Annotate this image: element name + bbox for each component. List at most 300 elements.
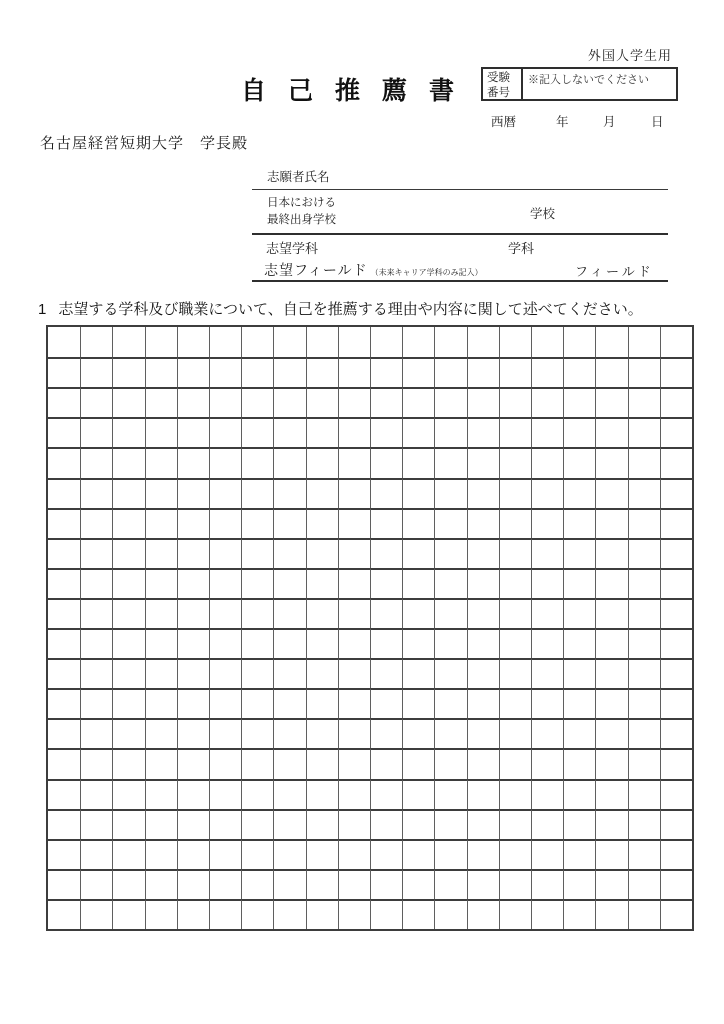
grid-cell[interactable] [338, 628, 370, 658]
grid-cell[interactable] [80, 538, 112, 568]
grid-cell[interactable] [112, 538, 144, 568]
grid-cell[interactable] [402, 508, 434, 538]
grid-cell[interactable] [595, 779, 627, 809]
grid-cell[interactable] [370, 628, 402, 658]
grid-cell[interactable] [273, 538, 305, 568]
grid-cell[interactable] [660, 899, 692, 929]
grid-cell[interactable] [177, 748, 209, 778]
grid-cell[interactable] [209, 809, 241, 839]
grid-cell[interactable] [338, 748, 370, 778]
grid-cell[interactable] [531, 628, 563, 658]
grid-cell[interactable] [273, 658, 305, 688]
grid-cell[interactable] [434, 538, 466, 568]
grid-cell[interactable] [628, 748, 660, 778]
grid-cell[interactable] [499, 899, 531, 929]
writing-grid[interactable] [46, 325, 694, 931]
grid-cell[interactable] [531, 598, 563, 628]
grid-cell[interactable] [531, 387, 563, 417]
grid-cell[interactable] [145, 899, 177, 929]
grid-cell[interactable] [595, 508, 627, 538]
grid-cell[interactable] [209, 387, 241, 417]
grid-cell[interactable] [80, 357, 112, 387]
grid-cell[interactable] [499, 508, 531, 538]
grid-cell[interactable] [595, 628, 627, 658]
grid-cell[interactable] [209, 899, 241, 929]
grid-cell[interactable] [595, 538, 627, 568]
grid-cell[interactable] [660, 809, 692, 839]
grid-cell[interactable] [112, 508, 144, 538]
grid-cell[interactable] [338, 688, 370, 718]
grid-cell[interactable] [80, 598, 112, 628]
grid-cell[interactable] [306, 809, 338, 839]
grid-cell[interactable] [660, 447, 692, 477]
grid-cell[interactable] [241, 327, 273, 357]
grid-cell[interactable] [338, 387, 370, 417]
grid-cell[interactable] [80, 779, 112, 809]
grid-cell[interactable] [80, 508, 112, 538]
grid-cell[interactable] [402, 839, 434, 869]
grid-cell[interactable] [112, 658, 144, 688]
grid-cell[interactable] [306, 779, 338, 809]
grid-cell[interactable] [370, 478, 402, 508]
grid-cell[interactable] [209, 779, 241, 809]
grid-cell[interactable] [434, 447, 466, 477]
grid-cell[interactable] [273, 387, 305, 417]
grid-cell[interactable] [563, 839, 595, 869]
grid-cell[interactable] [499, 598, 531, 628]
grid-cell[interactable] [209, 598, 241, 628]
grid-cell[interactable] [80, 869, 112, 899]
grid-cell[interactable] [531, 417, 563, 447]
grid-cell[interactable] [112, 899, 144, 929]
grid-cell[interactable] [273, 748, 305, 778]
grid-cell[interactable] [531, 658, 563, 688]
grid-cell[interactable] [273, 628, 305, 658]
grid-cell[interactable] [112, 327, 144, 357]
grid-cell[interactable] [209, 538, 241, 568]
grid-cell[interactable] [273, 839, 305, 869]
grid-cell[interactable] [467, 538, 499, 568]
grid-cell[interactable] [434, 508, 466, 538]
grid-cell[interactable] [660, 538, 692, 568]
grid-cell[interactable] [338, 658, 370, 688]
grid-cell[interactable] [241, 628, 273, 658]
grid-cell[interactable] [112, 628, 144, 658]
grid-cell[interactable] [370, 688, 402, 718]
grid-cell[interactable] [402, 327, 434, 357]
grid-cell[interactable] [595, 688, 627, 718]
grid-cell[interactable] [660, 839, 692, 869]
grid-cell[interactable] [145, 478, 177, 508]
grid-cell[interactable] [273, 478, 305, 508]
grid-cell[interactable] [628, 809, 660, 839]
grid-cell[interactable] [563, 508, 595, 538]
grid-cell[interactable] [273, 568, 305, 598]
grid-cell[interactable] [241, 447, 273, 477]
grid-cell[interactable] [80, 478, 112, 508]
grid-cell[interactable] [467, 508, 499, 538]
grid-cell[interactable] [177, 538, 209, 568]
grid-cell[interactable] [499, 628, 531, 658]
grid-cell[interactable] [80, 748, 112, 778]
grid-cell[interactable] [434, 899, 466, 929]
grid-cell[interactable] [241, 357, 273, 387]
grid-cell[interactable] [595, 839, 627, 869]
grid-cell[interactable] [660, 658, 692, 688]
grid-cell[interactable] [370, 658, 402, 688]
grid-cell[interactable] [370, 598, 402, 628]
grid-cell[interactable] [112, 718, 144, 748]
grid-cell[interactable] [595, 447, 627, 477]
grid-cell[interactable] [499, 839, 531, 869]
grid-cell[interactable] [595, 568, 627, 598]
grid-cell[interactable] [563, 628, 595, 658]
grid-cell[interactable] [209, 478, 241, 508]
grid-cell[interactable] [434, 598, 466, 628]
grid-cell[interactable] [563, 478, 595, 508]
grid-cell[interactable] [531, 899, 563, 929]
grid-cell[interactable] [467, 839, 499, 869]
grid-cell[interactable] [306, 387, 338, 417]
grid-cell[interactable] [595, 869, 627, 899]
grid-cell[interactable] [434, 658, 466, 688]
grid-cell[interactable] [338, 357, 370, 387]
grid-cell[interactable] [660, 869, 692, 899]
grid-cell[interactable] [660, 688, 692, 718]
grid-cell[interactable] [434, 387, 466, 417]
grid-cell[interactable] [370, 809, 402, 839]
grid-cell[interactable] [660, 568, 692, 598]
grid-cell[interactable] [370, 508, 402, 538]
grid-cell[interactable] [273, 779, 305, 809]
exam-number-input-area[interactable] [523, 69, 676, 99]
grid-cell[interactable] [402, 779, 434, 809]
grid-cell[interactable] [241, 658, 273, 688]
grid-cell[interactable] [48, 869, 80, 899]
grid-cell[interactable] [306, 658, 338, 688]
grid-cell[interactable] [273, 869, 305, 899]
grid-cell[interactable] [531, 688, 563, 718]
grid-cell[interactable] [628, 839, 660, 869]
grid-cell[interactable] [177, 478, 209, 508]
grid-cell[interactable] [273, 718, 305, 748]
grid-cell[interactable] [145, 387, 177, 417]
grid-cell[interactable] [112, 478, 144, 508]
grid-cell[interactable] [467, 779, 499, 809]
grid-cell[interactable] [563, 387, 595, 417]
grid-cell[interactable] [80, 628, 112, 658]
grid-cell[interactable] [499, 357, 531, 387]
grid-cell[interactable] [112, 568, 144, 598]
grid-cell[interactable] [370, 899, 402, 929]
grid-cell[interactable] [531, 748, 563, 778]
grid-cell[interactable] [145, 718, 177, 748]
grid-cell[interactable] [628, 658, 660, 688]
grid-cell[interactable] [531, 447, 563, 477]
grid-cell[interactable] [48, 598, 80, 628]
grid-cell[interactable] [467, 688, 499, 718]
grid-cell[interactable] [370, 447, 402, 477]
grid-cell[interactable] [595, 658, 627, 688]
grid-cell[interactable] [241, 839, 273, 869]
grid-cell[interactable] [467, 357, 499, 387]
grid-cell[interactable] [628, 688, 660, 718]
grid-cell[interactable] [434, 357, 466, 387]
grid-cell[interactable] [434, 718, 466, 748]
grid-cell[interactable] [48, 779, 80, 809]
grid-cell[interactable] [370, 417, 402, 447]
grid-cell[interactable] [273, 508, 305, 538]
grid-cell[interactable] [467, 598, 499, 628]
grid-cell[interactable] [241, 809, 273, 839]
grid-cell[interactable] [177, 357, 209, 387]
grid-cell[interactable] [467, 809, 499, 839]
grid-cell[interactable] [370, 327, 402, 357]
grid-cell[interactable] [434, 688, 466, 718]
grid-cell[interactable] [241, 869, 273, 899]
grid-cell[interactable] [306, 869, 338, 899]
grid-cell[interactable] [563, 327, 595, 357]
grid-cell[interactable] [370, 357, 402, 387]
grid-cell[interactable] [48, 538, 80, 568]
grid-cell[interactable] [563, 447, 595, 477]
grid-cell[interactable] [338, 899, 370, 929]
grid-cell[interactable] [241, 718, 273, 748]
grid-cell[interactable] [112, 417, 144, 447]
grid-cell[interactable] [48, 447, 80, 477]
grid-cell[interactable] [241, 568, 273, 598]
grid-cell[interactable] [595, 718, 627, 748]
grid-cell[interactable] [241, 508, 273, 538]
grid-cell[interactable] [402, 718, 434, 748]
grid-cell[interactable] [660, 598, 692, 628]
grid-cell[interactable] [531, 538, 563, 568]
grid-cell[interactable] [177, 779, 209, 809]
grid-cell[interactable] [499, 387, 531, 417]
grid-cell[interactable] [112, 869, 144, 899]
grid-cell[interactable] [177, 688, 209, 718]
grid-cell[interactable] [660, 387, 692, 417]
grid-cell[interactable] [563, 357, 595, 387]
grid-cell[interactable] [531, 809, 563, 839]
grid-cell[interactable] [48, 357, 80, 387]
grid-cell[interactable] [370, 869, 402, 899]
grid-cell[interactable] [434, 809, 466, 839]
grid-cell[interactable] [112, 598, 144, 628]
grid-cell[interactable] [402, 658, 434, 688]
grid-cell[interactable] [467, 899, 499, 929]
grid-cell[interactable] [306, 357, 338, 387]
grid-cell[interactable] [595, 809, 627, 839]
last-school-input-area[interactable] [336, 190, 668, 233]
grid-cell[interactable] [660, 357, 692, 387]
grid-cell[interactable] [595, 327, 627, 357]
grid-cell[interactable] [563, 809, 595, 839]
grid-cell[interactable] [338, 568, 370, 598]
grid-cell[interactable] [273, 327, 305, 357]
grid-cell[interactable] [467, 478, 499, 508]
grid-cell[interactable] [434, 839, 466, 869]
grid-cell[interactable] [531, 478, 563, 508]
grid-cell[interactable] [48, 748, 80, 778]
grid-cell[interactable] [306, 508, 338, 538]
grid-cell[interactable] [48, 327, 80, 357]
grid-cell[interactable] [145, 688, 177, 718]
grid-cell[interactable] [145, 357, 177, 387]
grid-cell[interactable] [563, 748, 595, 778]
grid-cell[interactable] [241, 688, 273, 718]
grid-cell[interactable] [660, 779, 692, 809]
grid-cell[interactable] [48, 809, 80, 839]
grid-cell[interactable] [467, 658, 499, 688]
grid-cell[interactable] [402, 869, 434, 899]
grid-cell[interactable] [145, 568, 177, 598]
grid-cell[interactable] [306, 628, 338, 658]
grid-cell[interactable] [112, 688, 144, 718]
grid-cell[interactable] [177, 718, 209, 748]
grid-cell[interactable] [145, 508, 177, 538]
grid-cell[interactable] [467, 417, 499, 447]
grid-cell[interactable] [402, 568, 434, 598]
grid-cell[interactable] [628, 538, 660, 568]
grid-cell[interactable] [306, 327, 338, 357]
grid-cell[interactable] [338, 598, 370, 628]
grid-cell[interactable] [531, 869, 563, 899]
grid-cell[interactable] [628, 387, 660, 417]
grid-cell[interactable] [338, 417, 370, 447]
grid-cell[interactable] [80, 327, 112, 357]
grid-cell[interactable] [370, 748, 402, 778]
grid-cell[interactable] [595, 417, 627, 447]
grid-cell[interactable] [177, 628, 209, 658]
grid-cell[interactable] [306, 538, 338, 568]
grid-cell[interactable] [177, 508, 209, 538]
grid-cell[interactable] [80, 899, 112, 929]
grid-cell[interactable] [370, 387, 402, 417]
grid-cell[interactable] [145, 327, 177, 357]
grid-cell[interactable] [48, 628, 80, 658]
grid-cell[interactable] [273, 357, 305, 387]
grid-cell[interactable] [434, 327, 466, 357]
grid-cell[interactable] [80, 568, 112, 598]
grid-cell[interactable] [402, 598, 434, 628]
grid-cell[interactable] [145, 628, 177, 658]
grid-cell[interactable] [499, 658, 531, 688]
grid-cell[interactable] [628, 327, 660, 357]
grid-cell[interactable] [145, 779, 177, 809]
grid-cell[interactable] [112, 357, 144, 387]
grid-cell[interactable] [338, 327, 370, 357]
grid-cell[interactable] [531, 779, 563, 809]
grid-cell[interactable] [145, 809, 177, 839]
grid-cell[interactable] [660, 718, 692, 748]
grid-cell[interactable] [338, 447, 370, 477]
grid-cell[interactable] [499, 417, 531, 447]
grid-cell[interactable] [660, 748, 692, 778]
grid-cell[interactable] [209, 568, 241, 598]
grid-cell[interactable] [499, 327, 531, 357]
grid-cell[interactable] [402, 748, 434, 778]
grid-cell[interactable] [112, 839, 144, 869]
grid-cell[interactable] [499, 748, 531, 778]
grid-cell[interactable] [434, 779, 466, 809]
grid-cell[interactable] [370, 779, 402, 809]
grid-cell[interactable] [499, 447, 531, 477]
grid-cell[interactable] [80, 658, 112, 688]
grid-cell[interactable] [563, 779, 595, 809]
grid-cell[interactable] [48, 899, 80, 929]
grid-cell[interactable] [628, 447, 660, 477]
grid-cell[interactable] [531, 357, 563, 387]
grid-cell[interactable] [628, 899, 660, 929]
grid-cell[interactable] [338, 508, 370, 538]
grid-cell[interactable] [531, 718, 563, 748]
grid-cell[interactable] [628, 598, 660, 628]
grid-cell[interactable] [434, 748, 466, 778]
grid-cell[interactable] [209, 748, 241, 778]
grid-cell[interactable] [273, 598, 305, 628]
grid-cell[interactable] [402, 478, 434, 508]
grid-cell[interactable] [338, 478, 370, 508]
grid-cell[interactable] [467, 628, 499, 658]
grid-cell[interactable] [563, 899, 595, 929]
grid-cell[interactable] [145, 538, 177, 568]
grid-cell[interactable] [338, 718, 370, 748]
grid-cell[interactable] [467, 568, 499, 598]
grid-cell[interactable] [628, 417, 660, 447]
grid-cell[interactable] [434, 869, 466, 899]
grid-cell[interactable] [209, 688, 241, 718]
grid-cell[interactable] [177, 809, 209, 839]
grid-cell[interactable] [177, 869, 209, 899]
grid-cell[interactable] [177, 417, 209, 447]
grid-cell[interactable] [48, 417, 80, 447]
grid-cell[interactable] [306, 598, 338, 628]
grid-cell[interactable] [306, 478, 338, 508]
grid-cell[interactable] [145, 658, 177, 688]
grid-cell[interactable] [241, 899, 273, 929]
grid-cell[interactable] [499, 688, 531, 718]
grid-cell[interactable] [177, 839, 209, 869]
grid-cell[interactable] [370, 538, 402, 568]
grid-cell[interactable] [145, 598, 177, 628]
grid-cell[interactable] [209, 357, 241, 387]
grid-cell[interactable] [628, 628, 660, 658]
grid-cell[interactable] [177, 387, 209, 417]
grid-cell[interactable] [338, 809, 370, 839]
grid-cell[interactable] [499, 478, 531, 508]
grid-cell[interactable] [80, 387, 112, 417]
grid-cell[interactable] [370, 718, 402, 748]
grid-cell[interactable] [306, 899, 338, 929]
grid-cell[interactable] [467, 387, 499, 417]
grid-cell[interactable] [80, 688, 112, 718]
grid-cell[interactable] [306, 718, 338, 748]
grid-cell[interactable] [209, 628, 241, 658]
grid-cell[interactable] [595, 598, 627, 628]
grid-cell[interactable] [434, 568, 466, 598]
grid-cell[interactable] [531, 839, 563, 869]
grid-cell[interactable] [563, 869, 595, 899]
grid-cell[interactable] [306, 688, 338, 718]
grid-cell[interactable] [241, 598, 273, 628]
grid-cell[interactable] [499, 779, 531, 809]
grid-cell[interactable] [48, 718, 80, 748]
grid-cell[interactable] [467, 869, 499, 899]
grid-cell[interactable] [660, 508, 692, 538]
grid-cell[interactable] [306, 568, 338, 598]
grid-cell[interactable] [306, 748, 338, 778]
